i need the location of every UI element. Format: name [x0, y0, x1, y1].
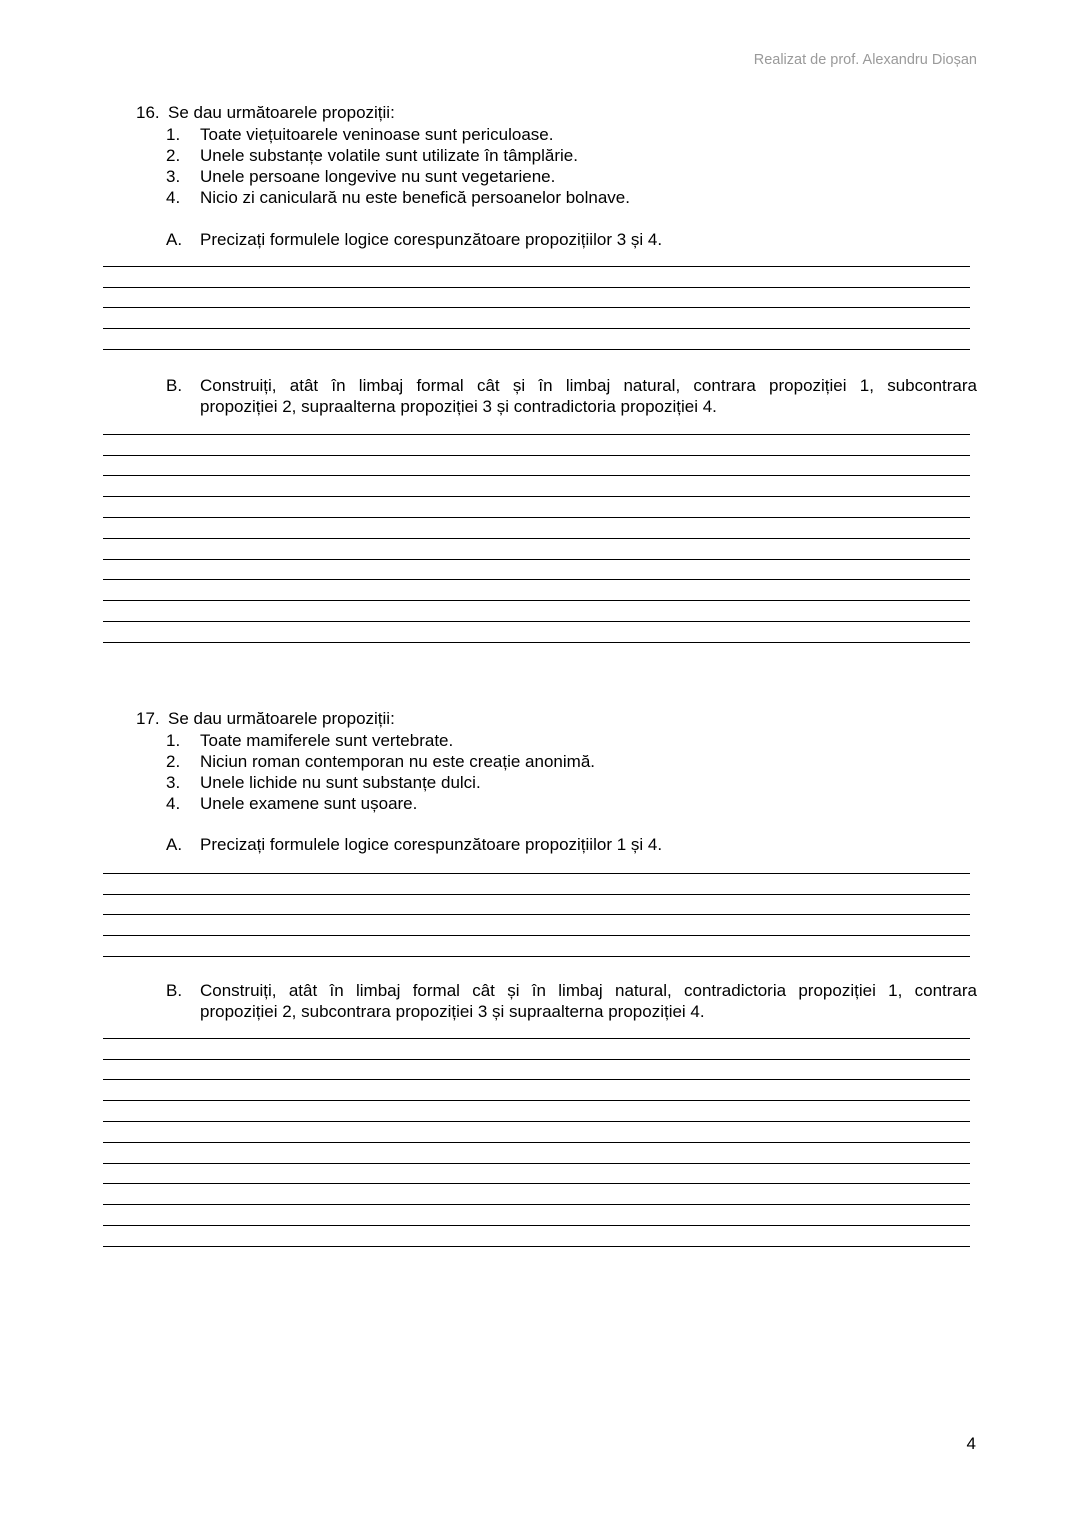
question-title: [136, 709, 395, 729]
item-text: Niciun roman contemporan nu este creație anonimă.: [200, 752, 595, 771]
task-text-line-1: Construiți, atât în limbaj formal cât și în limbaj natural, contradictoria propoziției 1, contrara: [200, 981, 977, 1000]
answer-line[interactable]: [103, 1122, 970, 1143]
list-item: [166, 145, 630, 166]
answer-line[interactable]: [103, 622, 970, 643]
task-a: [166, 834, 977, 855]
task-label: A.: [166, 835, 183, 854]
question-number: 16.: [136, 103, 160, 122]
answer-line[interactable]: [103, 308, 970, 329]
answer-line[interactable]: [103, 1205, 970, 1226]
list-item: [166, 187, 630, 208]
list-item: [166, 751, 595, 772]
task-text-line-2: propoziției 2, supraalterna propoziției 3 și contradictoria propoziției 4.: [200, 397, 717, 416]
answer-line[interactable]: [103, 874, 970, 895]
answer-line[interactable]: [103, 1143, 970, 1164]
answer-line[interactable]: [103, 476, 970, 497]
page-number: 4: [966, 1434, 976, 1453]
answer-line[interactable]: [103, 518, 970, 539]
answer-line[interactable]: [103, 1101, 970, 1122]
item-text: Unele persoane longevive nu sunt vegetariene.: [200, 167, 556, 186]
list-item: [166, 772, 595, 793]
list-item: [166, 793, 595, 814]
answer-line[interactable]: [103, 853, 970, 874]
answer-line[interactable]: [103, 329, 970, 350]
answer-line[interactable]: [103, 601, 970, 622]
list-item: [166, 730, 595, 751]
item-text: Toate mamiferele sunt vertebrate.: [200, 731, 454, 750]
proposition-list: [166, 730, 595, 814]
answer-line[interactable]: [103, 560, 970, 581]
task-text: Precizați formulele logice corespunzătoare propozițiilor 3 și 4.: [200, 230, 663, 249]
answer-lines: [103, 853, 970, 957]
item-text: Nicio zi caniculară nu este benefică persoanelor bolnave.: [200, 188, 630, 207]
answer-line[interactable]: [103, 267, 970, 288]
answer-line[interactable]: [103, 288, 970, 309]
list-item: [166, 166, 630, 187]
answer-line[interactable]: [103, 580, 970, 601]
proposition-list: [166, 124, 630, 208]
item-number: 4.: [166, 188, 181, 207]
item-number: 3.: [166, 773, 181, 792]
answer-line[interactable]: [103, 895, 970, 916]
item-number: 1.: [166, 731, 181, 750]
item-number: 4.: [166, 794, 181, 813]
answer-line[interactable]: [103, 1184, 970, 1205]
answer-line[interactable]: [103, 497, 970, 518]
answer-line[interactable]: [103, 246, 970, 267]
page-header-author: Realizat de prof. Alexandru Dioșan: [753, 52, 977, 68]
question-title-text: Se dau următoarele propoziții:: [168, 103, 395, 122]
item-text: Toate viețuitoarele veninoase sunt periculoase.: [200, 125, 554, 144]
item-number: 2.: [166, 146, 181, 165]
question-title: [136, 103, 395, 123]
answer-lines: [103, 1018, 970, 1247]
item-text: Unele substanțe volatile sunt utilizate în tâmplărie.: [200, 146, 578, 165]
item-number: 2.: [166, 752, 181, 771]
answer-line[interactable]: [103, 1226, 970, 1247]
answer-line[interactable]: [103, 539, 970, 560]
question-number: 17.: [136, 709, 160, 728]
task-text-line-2: propoziției 2, subcontrara propoziției 3 și supraalterna propoziției 4.: [200, 1002, 705, 1021]
answer-line[interactable]: [103, 1164, 970, 1185]
answer-line[interactable]: [103, 435, 970, 456]
answer-line[interactable]: [103, 1018, 970, 1039]
item-number: 1.: [166, 125, 181, 144]
question-title-text: Se dau următoarele propoziții:: [168, 709, 395, 728]
answer-line[interactable]: [103, 1080, 970, 1101]
item-text: Unele examene sunt ușoare.: [200, 794, 418, 813]
answer-lines: [103, 246, 970, 350]
task-text: Precizați formulele logice corespunzătoare propozițiilor 1 și 4.: [200, 835, 663, 854]
answer-line[interactable]: [103, 915, 970, 936]
answer-line[interactable]: [103, 936, 970, 957]
task-label: B.: [166, 981, 183, 1000]
task-b: [166, 375, 977, 417]
answer-line[interactable]: [103, 456, 970, 477]
answer-line[interactable]: [103, 1039, 970, 1060]
answer-line[interactable]: [103, 414, 970, 435]
answer-lines: [103, 414, 970, 643]
item-number: 3.: [166, 167, 181, 186]
task-b: [166, 980, 977, 1022]
item-text: Unele lichide nu sunt substanțe dulci.: [200, 773, 481, 792]
task-label: A.: [166, 230, 183, 249]
answer-line[interactable]: [103, 1060, 970, 1081]
task-text-line-1: Construiți, atât în limbaj formal cât și în limbaj natural, contrara propoziției 1, subcontrara: [200, 376, 977, 395]
list-item: [166, 124, 630, 145]
task-label: B.: [166, 376, 183, 395]
